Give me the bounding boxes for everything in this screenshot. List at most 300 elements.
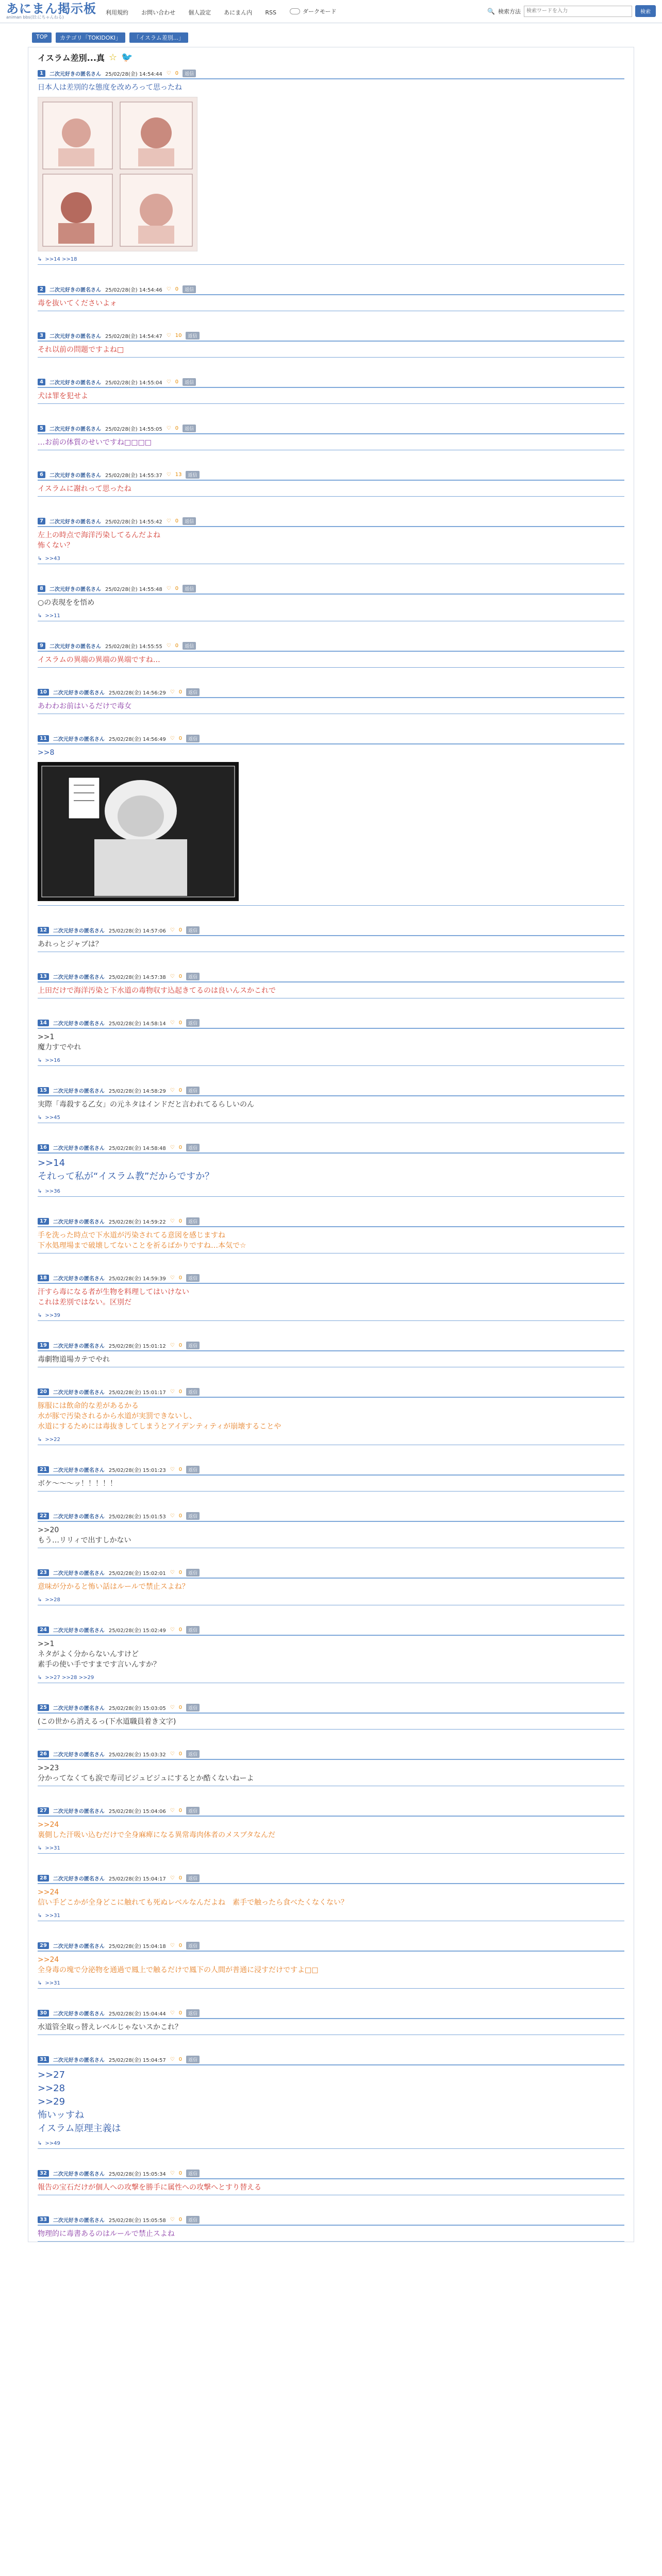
like-count: 0 [178,1705,183,1710]
like-icon[interactable]: ♡ [170,1389,175,1395]
like-count: 0 [175,379,179,385]
reply-icon: ↳ [38,1675,42,1681]
post-number[interactable]: 7 [38,518,45,524]
reply-link-text[interactable]: >>39 [45,1313,60,1318]
post-date: 25/02/28(金) 15:04:18 [108,1944,166,1950]
divider [38,1153,624,1154]
like-icon[interactable]: ♡ [166,379,171,385]
reply-button[interactable]: 返信 [186,1704,200,1711]
like-icon[interactable]: ♡ [170,1570,175,1575]
like-count: 0 [178,1389,183,1395]
reply-button[interactable]: 返信 [186,471,199,479]
list-item [38,1465,624,1492]
like-icon[interactable]: ♡ [166,426,171,431]
reply-icon: ↳ [38,257,42,262]
nav-settings[interactable]: 個人設定 [188,9,211,16]
like-icon[interactable]: ♡ [166,518,171,524]
like-icon[interactable]: ♡ [170,1020,175,1026]
post-body: 上田だけで海洋汚染と下水道の毒物収す込起きてるのは良いんスかこれで [38,987,276,995]
breadcrumb-top[interactable]: TOP [32,32,52,43]
reply-link-text[interactable]: >>49 [45,2141,60,2146]
reply-link-text[interactable]: >>31 [45,1980,60,1986]
reply-links[interactable] [38,1115,624,1121]
like-count: 0 [175,71,179,76]
reply-button[interactable]: 返信 [186,1274,200,1282]
reply-button[interactable]: 返信 [186,1144,200,1151]
divider [38,935,624,936]
reply-link-text[interactable]: >>43 [45,556,60,562]
thread-header [38,52,634,63]
like-icon[interactable]: ♡ [170,2057,175,2062]
dark-mode-toggle[interactable] [290,7,337,15]
like-icon[interactable]: ♡ [166,333,171,338]
poster-name: 二次元好きの匿名さん [53,1628,105,1634]
divider [38,1883,624,1884]
list-item [38,1018,624,1066]
post-body: >>24 裏側した汗吸い込むだけで全身麻痺になる異常毒肉体者のメスブタなんだ [38,1821,276,1839]
like-icon[interactable]: ♡ [166,286,171,292]
reply-button[interactable]: 返信 [183,642,196,650]
nav-contact[interactable]: お問い合わせ [141,9,176,16]
like-count: 0 [178,1943,183,1948]
post-number[interactable]: 14 [38,1020,49,1026]
reply-links[interactable] [38,1597,624,1603]
post-number[interactable]: 5 [38,425,45,432]
like-icon[interactable]: ♡ [170,2217,175,2223]
post-number[interactable]: 22 [38,1513,49,1519]
search-button[interactable]: 検索 [635,5,656,17]
post-header [38,1806,624,1816]
post-body: ○の表現をを悟め [38,599,95,607]
like-icon[interactable]: ♡ [170,1218,175,1224]
post-number[interactable]: 19 [38,1342,49,1349]
post-number[interactable]: 17 [38,1218,49,1225]
post-body: 報告の宝石だけが個人への攻撃を勝手に属性への攻撃へとすり替える [38,2183,261,2192]
poster-name: 二次元好きの匿名さん [53,2011,105,2017]
post-header [38,331,624,341]
post-date: 25/02/28(金) 14:58:29 [108,1089,166,1094]
like-icon[interactable]: ♡ [170,1875,175,1881]
like-count: 0 [178,974,183,979]
list-item [38,284,624,311]
list-item [38,1703,624,1730]
dark-mode-label: ダークモード [302,8,337,15]
post-body: >>27 >>28 >>29 怖いッすね イスラム原理主義は [38,2070,121,2134]
post-body: ボケ～～～ッ！！！！！ [38,1480,117,1488]
post-divider [38,1065,624,1066]
poster-name: 二次元好きの匿名さん [49,72,101,77]
post-header [38,1465,624,1475]
post-number[interactable]: 20 [38,1388,49,1395]
list-item [38,1511,624,1548]
post-number[interactable]: 2 [38,286,45,293]
reply-button[interactable]: 返信 [186,1750,200,1758]
reply-icon: ↳ [38,1597,42,1603]
post-body: 毒を抜いてくださいよォ [38,299,117,308]
reply-links[interactable] [38,2141,624,2146]
reply-icon: ↳ [38,1437,42,1443]
nav-terms[interactable]: 利用規約 [106,9,128,16]
post-date: 25/02/28(金) 14:56:29 [108,690,166,696]
post-header [38,470,624,480]
nav-rss[interactable]: RSS [265,9,276,16]
post-number[interactable]: 29 [38,1942,49,1949]
like-count: 0 [178,1808,183,1814]
like-icon[interactable]: ♡ [170,1513,175,1519]
post-date: 25/02/28(金) 14:55:04 [105,380,162,386]
reply-button[interactable]: 返信 [186,2056,200,2063]
post-divider [38,264,624,265]
post-number[interactable]: 27 [38,1807,49,1814]
top-nav [106,7,287,16]
like-icon[interactable]: ♡ [170,1343,175,1348]
reply-icon: ↳ [38,1189,42,1194]
post-body: 汗すら毒になる者が生物を料理してはいけない これは差別ではない。区別だ [38,1288,189,1307]
reply-button[interactable]: 返信 [183,70,196,77]
reply-button[interactable]: 返信 [186,735,200,742]
divider [38,2178,624,2179]
reply-button[interactable]: 返信 [186,1019,200,1027]
post-number[interactable]: 26 [38,1751,49,1757]
post-number[interactable]: 13 [38,973,49,980]
reply-link-text[interactable]: >>31 [45,1845,60,1851]
reply-button[interactable]: 返信 [183,285,196,293]
post-date: 25/02/28(金) 14:54:44 [105,72,162,77]
like-icon[interactable]: ♡ [170,1751,175,1757]
post-header [38,1273,624,1283]
reply-button[interactable]: 返信 [183,517,196,525]
reply-button[interactable]: 返信 [186,1626,200,1634]
post-number[interactable]: 33 [38,2216,49,2223]
post-header [38,69,624,78]
breadcrumb-category[interactable]: カテゴリ「TOKIDOKI」 [56,32,125,43]
divider [38,78,624,79]
list-item [38,2168,624,2195]
like-count: 0 [178,736,183,741]
post-divider [38,357,624,358]
like-count: 0 [175,426,179,431]
post-number[interactable]: 18 [38,1275,49,1281]
breadcrumb-thread[interactable]: 「イスラム差別...」 [129,32,188,43]
reply-button[interactable]: 返信 [186,1874,200,1882]
post-date: 25/02/28(金) 15:01:53 [108,1514,166,1520]
reply-link-text[interactable]: >>31 [45,1913,60,1919]
manga-image[interactable] [38,762,239,901]
divider [38,1635,624,1636]
divider [38,480,624,481]
post-body: >>14 それって私が“イスラム教”だからですか？ [38,1158,214,1182]
reply-button[interactable]: 返信 [186,2170,200,2177]
post-divider [38,1320,624,1321]
post-header [38,1341,624,1350]
post-number[interactable]: 15 [38,1087,49,1094]
reply-link-text[interactable]: >>16 [45,1058,60,1063]
reply-button[interactable]: 返信 [186,1342,200,1349]
post-date: 25/02/28(金) 14:58:48 [108,1146,166,1151]
reply-icon: ↳ [38,613,42,619]
post-body: 物理的に毒書あるのはルールで禁止スよね [38,2230,175,2238]
divider [38,1951,624,1952]
divider [38,1095,624,1096]
reply-links[interactable] [38,556,624,562]
reply-button[interactable]: 返信 [186,1087,200,1094]
like-icon[interactable]: ♡ [170,1627,175,1633]
reply-icon: ↳ [38,1115,42,1121]
divider [38,2064,624,2065]
list-item [38,331,624,358]
search-area [487,5,656,17]
post-number[interactable]: 8 [38,585,45,592]
list-item [38,734,624,906]
post-date: 25/02/28(金) 14:57:06 [108,928,166,934]
post-body: >>20 もう…リリィで出すしかない [38,1526,131,1545]
divider [38,1350,624,1351]
post-header [38,2055,624,2064]
like-icon[interactable]: ♡ [166,586,171,591]
post-number[interactable]: 28 [38,1875,49,1882]
divider [38,697,624,698]
like-count: 0 [175,643,179,649]
post-header [38,972,624,981]
like-count: 0 [178,1218,183,1224]
search-method-link[interactable]: 検索方法 [498,8,521,15]
reply-link-text[interactable]: >>11 [45,613,60,619]
reply-links[interactable] [38,1189,624,1194]
post-date: 25/02/28(金) 14:55:48 [105,587,162,592]
post-number[interactable]: 30 [38,2010,49,2016]
post-header [38,1086,624,1095]
reply-link-text[interactable]: >>45 [45,1115,60,1121]
site-logo[interactable] [6,3,96,20]
post-number[interactable]: 24 [38,1626,49,1633]
poster-name: 二次元好きの匿名さん [53,1344,105,1349]
like-icon[interactable]: ♡ [170,1808,175,1814]
logo-subtitle: animan bbs(旧:にちゃんねる) [6,15,64,20]
post-divider [38,1853,624,1854]
reply-link-text[interactable]: >>27 >>28 >>29 [45,1675,94,1681]
like-icon[interactable]: ♡ [170,1088,175,1093]
post-header [38,1568,624,1578]
poster-name: 二次元好きの匿名さん [53,737,105,742]
divider [38,1028,624,1029]
post-divider [38,1988,624,1989]
reply-links[interactable] [38,1980,624,1986]
reply-button[interactable]: 返信 [183,378,196,386]
poster-name: 二次元好きの匿名さん [53,1944,105,1950]
reply-button[interactable]: 返信 [186,2009,200,2017]
reply-button[interactable]: 返信 [186,688,200,696]
list-item [38,69,624,265]
reply-link-text[interactable]: >>14 >>18 [45,257,77,262]
post-number[interactable]: 23 [38,1569,49,1576]
like-icon[interactable]: ♡ [166,472,171,478]
list-item [38,516,624,564]
post-header [38,641,624,651]
divider [38,1816,624,1817]
like-count: 0 [178,2010,183,2016]
like-icon[interactable]: ♡ [170,1705,175,1710]
reply-links[interactable] [38,1913,624,1919]
star-icon[interactable]: ☆ [108,52,118,63]
list-item [38,1341,624,1367]
post-number[interactable]: 12 [38,927,49,934]
post-number[interactable]: 3 [38,332,45,339]
like-icon[interactable]: ♡ [170,736,175,741]
reply-links[interactable] [38,1437,624,1443]
post-number[interactable]: 32 [38,2170,49,2177]
list-item [38,1806,624,1854]
post-number[interactable]: 10 [38,689,49,696]
search-icon: 🔍 [487,7,495,15]
post-number[interactable]: 16 [38,1144,49,1151]
list-item [38,1625,624,1683]
divider [38,1578,624,1579]
search-input[interactable] [524,6,632,17]
like-count: 0 [178,1513,183,1519]
reply-link-text[interactable]: >>28 [45,1597,60,1603]
post-body: イスラムに謝れって思ったね [38,485,131,493]
like-icon[interactable]: ♡ [170,1943,175,1948]
post-body: (この世から消えるっ(下水道職員着き文字) [38,1718,176,1726]
post-body: イスラムの異端の異端の異端ですね… [38,656,160,664]
reply-button[interactable]: 返信 [186,1388,200,1396]
like-icon[interactable]: ♡ [170,2010,175,2016]
divider [38,387,624,388]
list-item [38,1086,624,1123]
post-date: 25/02/28(金) 14:59:39 [108,1276,166,1282]
post-header [38,584,624,594]
comic-image[interactable] [38,97,197,251]
reply-links[interactable] [38,257,624,262]
like-icon[interactable]: ♡ [170,1275,175,1281]
post-date: 25/02/28(金) 15:04:17 [108,1876,166,1882]
post-date: 25/02/28(金) 15:03:32 [108,1752,166,1758]
post-header [38,687,624,697]
post-body: >>8 [38,749,55,757]
poster-name: 二次元好きの匿名さん [53,1571,105,1577]
like-icon[interactable]: ♡ [170,689,175,695]
list-item [38,972,624,998]
list-item [38,925,624,952]
divider [38,981,624,982]
post-number[interactable]: 21 [38,1466,49,1473]
reply-button[interactable]: 返信 [186,1807,200,1815]
post-header [38,1216,624,1226]
reply-button[interactable]: 返信 [186,926,200,934]
post-body: >>24 信い手どこかが全身どこに触れても死ぬレベルなんだよね 素手で触ったら食べたくなくない？ [38,1888,348,1907]
post-header [38,377,624,387]
page-title: イスラム差別...真 [38,53,105,63]
post-number[interactable]: 11 [38,735,49,742]
toggle-switch[interactable] [290,8,300,14]
top-bar [0,0,662,23]
reply-link-text[interactable]: >>22 [45,1437,60,1443]
reply-link-text[interactable]: >>36 [45,1189,60,1194]
reply-button[interactable]: 返信 [186,1942,200,1950]
post-date: 25/02/28(金) 15:01:23 [108,1468,166,1473]
reply-links[interactable] [38,1313,624,1318]
poster-name: 二次元好きの匿名さん [53,1809,105,1815]
reply-links[interactable] [38,1058,624,1063]
like-count: 0 [178,1088,183,1093]
list-item [38,2215,624,2242]
poster-name: 二次元好きの匿名さん [53,975,105,980]
like-count: 0 [178,1467,183,1472]
post-divider [38,2241,624,2242]
poster-name: 二次元好きの匿名さん [53,1706,105,1711]
post-date: 25/02/28(金) 15:05:34 [108,2172,166,2177]
reply-button[interactable]: 返信 [186,1569,200,1577]
reply-links[interactable] [38,1845,624,1851]
post-number[interactable]: 9 [38,642,45,649]
list-item [38,1387,624,1445]
post-divider [38,1491,624,1492]
post-number[interactable]: 25 [38,1704,49,1711]
list-item [38,1216,624,1253]
poster-name: 二次元好きの匿名さん [49,380,101,386]
list-item [38,1873,624,1921]
like-icon[interactable]: ♡ [170,974,175,979]
post-date: 25/02/28(金) 15:04:06 [108,1809,166,1815]
post-divider [38,496,624,497]
post-date: 25/02/28(金) 14:56:49 [108,737,166,742]
nav-animan[interactable]: あにまん内 [224,9,253,16]
reply-button[interactable]: 返信 [186,1466,200,1473]
reply-button[interactable]: 返信 [186,332,199,340]
post-number[interactable]: 4 [38,379,45,385]
reply-icon: ↳ [38,1845,42,1851]
reply-button[interactable]: 返信 [186,2216,200,2224]
post-divider [38,403,624,404]
like-icon[interactable]: ♡ [170,927,175,933]
post-body: 左上の時点で海洋汚染してるんだよね 怖くない？ [38,531,160,550]
poster-name: 二次元好きの匿名さん [49,427,101,432]
reply-links[interactable] [38,613,624,619]
reply-button[interactable]: 返信 [186,1512,200,1520]
post-number[interactable]: 6 [38,471,45,478]
reply-button[interactable]: 返信 [183,585,196,592]
post-header [38,1018,624,1028]
reply-button[interactable]: 返信 [186,973,200,980]
like-icon[interactable]: ♡ [166,71,171,76]
list-item [38,470,624,497]
like-icon[interactable]: ♡ [170,2171,175,2176]
like-icon[interactable]: ♡ [170,1145,175,1150]
like-icon[interactable]: ♡ [166,643,171,649]
reply-links[interactable] [38,1675,624,1681]
post-divider [38,1196,624,1197]
reply-button[interactable]: 返信 [186,1217,200,1225]
post-date: 25/02/28(金) 15:03:05 [108,1706,166,1711]
list-item [38,687,624,714]
post-date: 25/02/28(金) 15:02:01 [108,1571,166,1577]
divider [38,294,624,295]
breadcrumb [32,32,662,43]
post-number[interactable]: 31 [38,2056,49,2063]
post-body: 日本人は差別的な態度を改めろって思ったね [38,83,182,92]
post-header [38,423,624,433]
post-body: 実際「毒殺する乙女」の元ネタはインドだと言われてるらしいのん [38,1100,254,1109]
reply-button[interactable]: 返信 [183,425,196,432]
poster-name: 二次元好きの匿名さん [53,1146,105,1151]
twitter-icon[interactable]: 🐦 [121,52,133,63]
post-number[interactable]: 1 [38,70,45,77]
post-date: 25/02/28(金) 15:05:58 [108,2218,166,2224]
like-icon[interactable]: ♡ [170,1467,175,1472]
list-item [38,1749,624,1786]
post-header [38,1941,624,1951]
like-count: 0 [178,1751,183,1757]
